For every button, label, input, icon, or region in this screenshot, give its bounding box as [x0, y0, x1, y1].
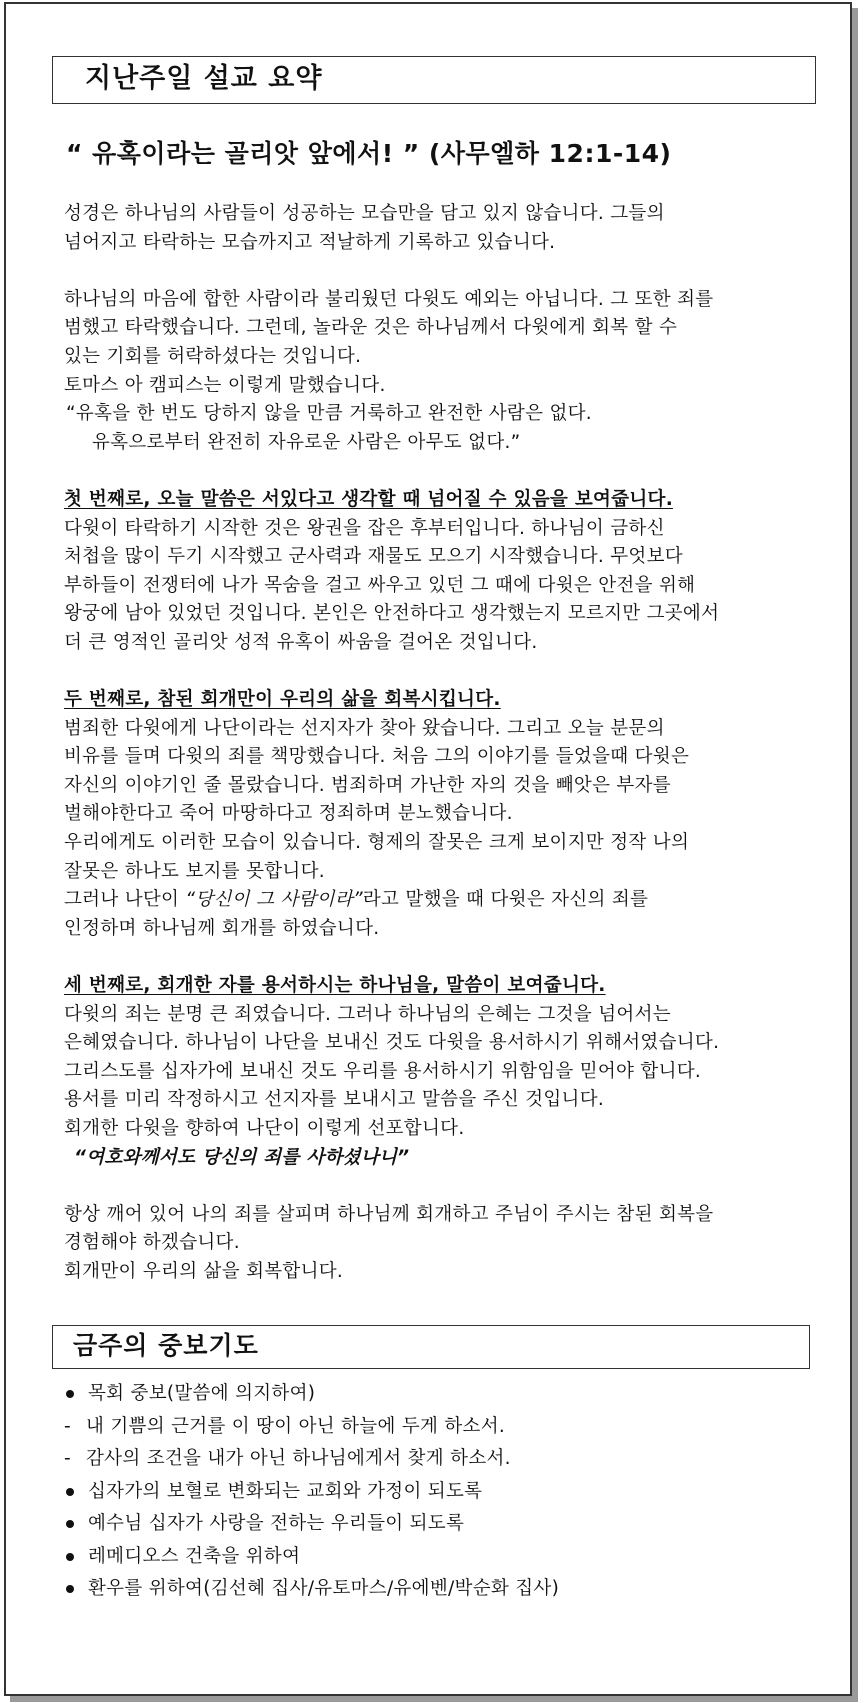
body-line: 인정하며 하나님께 회개를 하였습니다.	[64, 917, 380, 939]
forgiveness-quote: “여호와께서도 당신의 죄를 사하셨나니”	[74, 1146, 410, 1168]
body-line: 회개만이 우리의 삶을 회복합니다.	[64, 1260, 344, 1282]
body-line: 넘어지고 타락하는 모습까지고 적날하게 기록하고 있습니다.	[64, 231, 556, 253]
body-line: 잘못은 하나도 보지를 못합니다.	[64, 860, 325, 882]
body-line: 부하들이 전쟁터에 나가 목숨을 걸고 싸우고 있던 그 때에 다윗은 안전을 위해	[64, 574, 696, 596]
body-line: 처첩을 많이 두기 시작했고 군사력과 재물도 모으기 시작했습니다. 무엇보다	[64, 546, 683, 568]
body-line: 하나님의 마음에 합한 사람이라 불리웠던 다윗도 예외는 아닙니다. 그 또한 죄를	[64, 288, 714, 310]
bullet-icon	[66, 1390, 74, 1398]
quote-pre: 그러나 나단이	[64, 889, 186, 911]
prayer-item-text: 레메디오스 건축을 위하여	[88, 1545, 301, 1567]
list-item	[64, 1411, 824, 1444]
dash-icon: -	[64, 1448, 71, 1469]
quote-line: “유혹을 한 번도 당하지 않을 만큼 거룩하고 완전한 사람은 없다.	[66, 403, 592, 425]
body-line: 회개한 다윗을 향하여 나단이 이렇게 선포합니다.	[64, 1118, 465, 1139]
point3-heading: 세 번째로, 회개한 자를 용서하시는 하나님을, 말씀이 보여줍니다.	[64, 975, 606, 997]
sermon-body	[64, 200, 824, 1287]
section-title-prayer: 금주의 중보기도	[52, 1325, 810, 1369]
list-item	[64, 1378, 824, 1411]
body-line: 비유를 들며 다윗의 죄를 책망했습니다. 처음 그의 이야기를 들었을때 다윗은	[64, 746, 690, 768]
prayer-item-text: 십자가의 보혈로 변화되는 교회와 가정이 되도록	[88, 1480, 483, 1502]
body-line: 항상 깨어 있어 나의 죄를 살피며 하나님께 회개하고 주님이 주시는 참된 회복을	[64, 1203, 714, 1225]
list-item	[64, 1508, 824, 1541]
body-line: 다윗이 타락하기 시작한 것은 왕권을 잡은 후부터입니다. 하나님이 금하신	[64, 517, 665, 539]
prayer-item-text: 환우를 위하여(김선혜 집사/유토마스/유에벤/박순화 집사)	[88, 1578, 560, 1599]
body-line: 범했고 타락했습니다. 그런데, 놀라운 것은 하나님께서 다윗에게 회복 할 수	[64, 317, 678, 339]
body-line: 그리스도를 십자가에 보내신 것도 우리를 용서하시기 위함임을 믿어야 합니다.	[64, 1060, 702, 1082]
prayer-item-text: 예수님 십자가 사랑을 전하는 우리들이 되도록	[88, 1513, 465, 1534]
quote-line: 유혹으로부터 완전히 자유로운 사람은 아무도 없다.”	[92, 431, 521, 453]
body-line-with-quote	[64, 886, 824, 915]
body-line: 벌해야한다고 죽어 마땅하다고 정죄하며 분노했습니다.	[64, 803, 513, 825]
bullet-icon	[66, 1488, 74, 1496]
body-line: 경험해야 하겠습니다.	[64, 1232, 240, 1254]
body-line: 성경은 하나님의 사람들이 성공하는 모습만을 담고 있지 않습니다. 그들의	[64, 203, 665, 224]
prayer-item-text: 목회 중보(말씀에 의지하여)	[88, 1383, 316, 1404]
body-line: 왕궁에 남아 있었던 것입니다. 본인은 안전하다고 생각했는지 모르지만 그곳에서	[64, 603, 720, 625]
body-line: 은혜였습니다. 하나님이 나단을 보내신 것도 다윗을 용서하시기 위해서였습니다.	[64, 1032, 720, 1054]
prayer-item-text: 감사의 조건을 내가 아닌 하나님에게서 찾게 하소서.	[86, 1448, 511, 1469]
point2-heading: 두 번째로, 참된 회개만이 우리의 삶을 회복시킵니다.	[64, 689, 501, 711]
nathan-quote: “당신이 그 사람이라”	[185, 889, 363, 911]
point1-heading: 첫 번째로, 오늘 말씀은 서있다고 생각할 때 넘어질 수 있음을 보여줍니다.	[64, 488, 674, 510]
prayer-item-text: 내 기쁨의 근거를 이 땅이 아닌 하늘에 두게 하소서.	[86, 1415, 506, 1437]
quote-post: 라고 말했을 때 다윗은 자신의 죄를	[362, 889, 649, 911]
body-line: 용서를 미리 작정하시고 선지자를 보내시고 말씀을 주신 것입니다.	[64, 1089, 605, 1111]
bullet-icon	[66, 1585, 74, 1593]
bullet-icon	[66, 1520, 74, 1528]
list-item	[64, 1541, 824, 1574]
sermon-title: “ 유혹이라는 골리앗 앞에서! ” (사무엘하 12:1-14)	[66, 139, 672, 168]
dash-icon: -	[64, 1415, 71, 1437]
prayer-list	[64, 1378, 824, 1606]
body-line: 자신의 이야기인 줄 몰랐습니다. 범죄하며 가난한 자의 것을 빼앗은 부자를	[64, 774, 671, 796]
list-item	[64, 1476, 824, 1509]
body-line: 우리에게도 이러한 모습이 있습니다. 형제의 잘못은 크게 보이지만 정작 나의	[64, 832, 690, 854]
section-title-sermon-summary: 지난주일 설교 요약	[52, 56, 816, 104]
body-line: 있는 기회를 허락하셨다는 것입니다.	[64, 345, 362, 367]
list-item	[64, 1443, 824, 1476]
list-item	[64, 1573, 824, 1606]
body-line: 다윗의 죄는 분명 큰 죄였습니다. 그러나 하나님의 은혜는 그것을 넘어서는	[64, 1003, 671, 1025]
bullet-icon	[66, 1553, 74, 1561]
body-line: 범죄한 다윗에게 나단이라는 선지자가 찾아 왔습니다. 그리고 오늘 분문의	[64, 717, 665, 739]
body-line: 토마스 아 캠피스는 이렇게 말했습니다.	[64, 374, 386, 396]
body-line: 더 큰 영적인 골리앗 성적 유혹이 싸움을 걸어온 것입니다.	[64, 631, 538, 653]
